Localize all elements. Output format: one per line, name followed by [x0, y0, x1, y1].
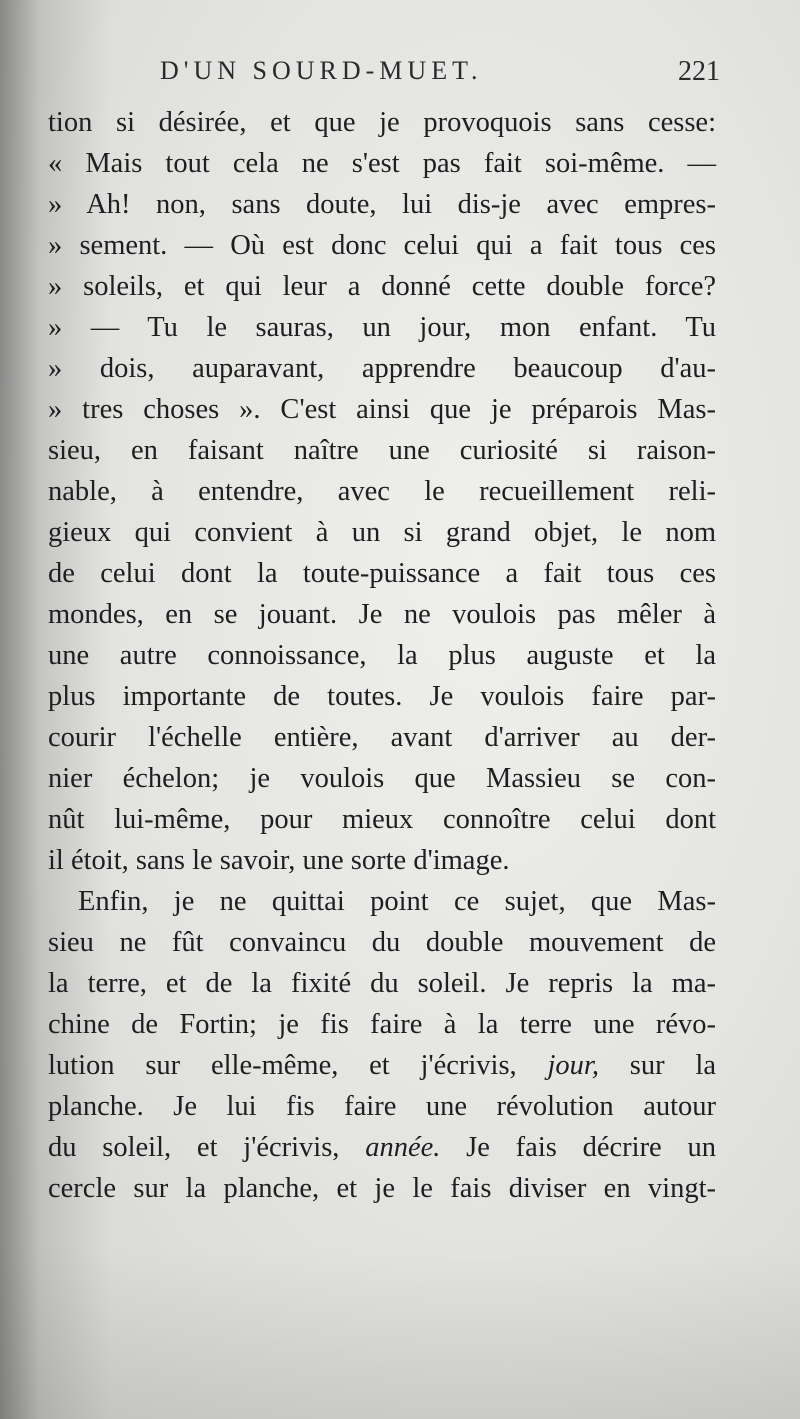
text-line: » Ah! non, sans doute, lui dis-je avec empres- [48, 189, 716, 220]
text-line [48, 1045, 716, 1086]
text-line: planche. Je lui fis faire une révolution autour [48, 1091, 716, 1122]
text-line: » dois, auparavant, apprendre beaucoup d'au- [48, 353, 716, 384]
paragraph-first-line: Enfin, je ne quittai point ce sujet, que Mas- [78, 886, 716, 917]
text-line: » tres choses ». C'est ainsi que je préparois Mas- [48, 394, 716, 425]
text-line: il étoit, sans le savoir, une sorte d'image. [48, 845, 510, 876]
text-line: plus importante de toutes. Je voulois faire par- [48, 681, 716, 712]
italic-word: année. [365, 1132, 441, 1163]
text-segment: sur la [598, 1050, 717, 1081]
text-segment: du soleil, et j'écrivis, [48, 1132, 366, 1163]
text-line: nût lui-même, pour mieux connoître celui dont [48, 804, 716, 835]
text-line [48, 1127, 716, 1168]
text-line: » soleils, et qui leur a donné cette double force? [48, 271, 716, 302]
text-line: chine de Fortin; je fis faire à la terre une révo- [48, 1009, 716, 1040]
running-head [160, 56, 720, 90]
text-line: tion si désirée, et que je provoquois sans cesse: [48, 107, 716, 138]
text-line: nable, à entendre, avec le recueillement reli- [48, 476, 716, 507]
text-segment: Je fais décrire un [440, 1132, 716, 1163]
running-title: D'UN SOURD-MUET. [160, 56, 483, 85]
text-line: gieux qui convient à un si grand objet, le nom [48, 517, 716, 548]
italic-word: jour, [547, 1050, 599, 1081]
text-line: la terre, et de la fixité du soleil. Je repris la ma- [48, 968, 716, 999]
text-line: sieu, en faisant naître une curiosité si raison- [48, 435, 716, 466]
text-line: de celui dont la toute-puissance a fait tous ces [48, 558, 716, 589]
text-line: mondes, en se jouant. Je ne voulois pas mêler à [48, 599, 716, 630]
text-line: « Mais tout cela ne s'est pas fait soi-même. — [48, 148, 716, 179]
text-line: sieu ne fût convaincu du double mouvement de [48, 927, 716, 958]
text-line: » sement. — Où est donc celui qui a fait tous ces [48, 230, 716, 261]
text-line: cercle sur la planche, et je le fais diviser en vingt- [48, 1173, 716, 1204]
text-segment: lution sur elle-même, et j'écrivis, [48, 1050, 548, 1081]
text-line: courir l'échelle entière, avant d'arriver au der- [48, 722, 716, 753]
text-line: une autre connoissance, la plus auguste et la [48, 640, 716, 671]
text-line: » — Tu le sauras, un jour, mon enfant. Tu [48, 312, 716, 343]
text-line: nier échelon; je voulois que Massieu se con- [48, 763, 716, 794]
body-text [48, 102, 716, 1209]
page-number: 221 [678, 56, 720, 87]
